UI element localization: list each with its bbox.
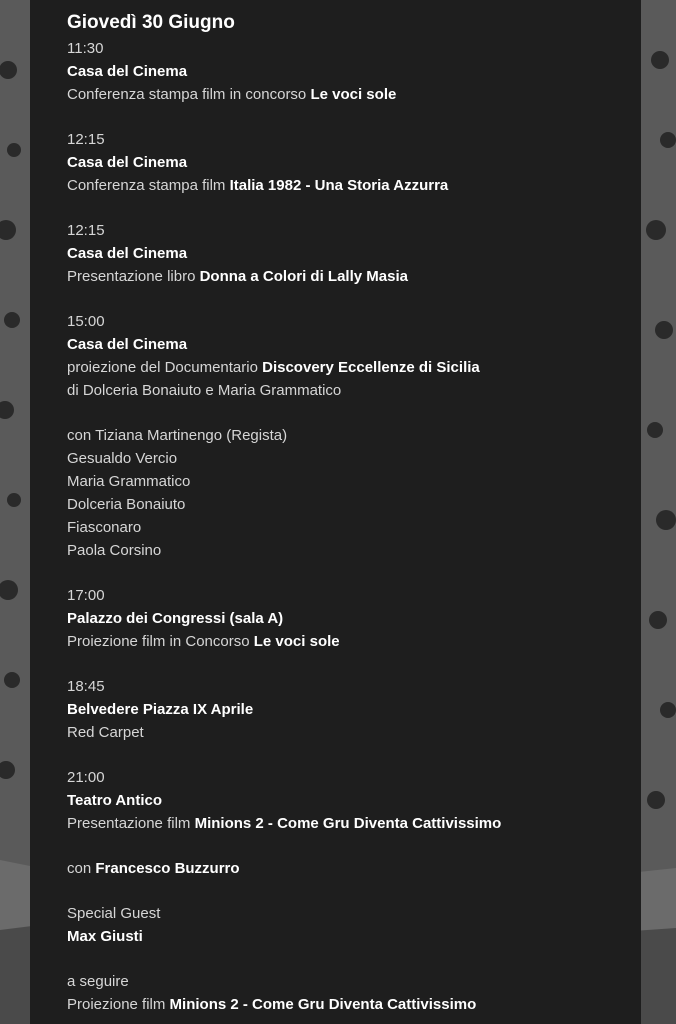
event-film-title: Discovery Eccellenze di Sicilia (262, 359, 480, 376)
event-description (67, 630, 637, 653)
event-venue: Casa del Cinema (67, 63, 188, 80)
followup-label: a seguire (67, 973, 129, 990)
special-guest-label: Special Guest (67, 905, 161, 922)
host-name: Francesco Buzzurro (95, 860, 240, 877)
guest-item: Paola Corsino (67, 542, 162, 559)
event-venue: Teatro Antico (67, 792, 163, 809)
event-venue: Palazzo dei Congressi (sala A) (67, 610, 284, 627)
event-desc-text: Conferenza stampa film (67, 177, 226, 194)
event-desc-text: Presentazione film (67, 815, 191, 832)
event-film-title: Minions 2 - Come Gru Diventa Cattivissimo (194, 815, 502, 832)
host-prefix: con (67, 860, 92, 877)
event-film-title: Le voci sole (310, 86, 397, 103)
event-description (67, 812, 637, 835)
page-title: Giovedì 30 Giugno (67, 12, 235, 33)
schedule-content (67, 10, 637, 1016)
event-film-title: Italia 1982 - Una Storia Azzurra (229, 177, 449, 194)
event-desc-text: proiezione del Documentario (67, 359, 258, 376)
event-time: 21:00 (67, 769, 105, 786)
special-guest-name: Max Giusti (67, 928, 143, 945)
event-time: 12:15 (67, 131, 105, 148)
event-venue: Casa del Cinema (67, 336, 188, 353)
event-time: 18:45 (67, 678, 105, 695)
event-film-title: Le voci sole (253, 633, 340, 650)
guest-item: Dolceria Bonaiuto (67, 496, 186, 513)
event-description (67, 83, 637, 106)
guest-item: Maria Grammatico (67, 473, 191, 490)
guest-item: Fiasconaro (67, 519, 142, 536)
event-description (67, 265, 637, 288)
event-description (67, 174, 637, 197)
guest-item: con Tiziana Martinengo (Regista) (67, 427, 288, 444)
host-line (67, 857, 637, 880)
event-time: 17:00 (67, 587, 105, 604)
event-time: 11:30 (67, 40, 104, 57)
followup-description (67, 993, 637, 1016)
event-venue: Casa del Cinema (67, 154, 188, 171)
event-description: Red Carpet (67, 724, 144, 741)
event-desc-text: Conferenza stampa film in concorso (67, 86, 307, 103)
event-desc-text: Proiezione film in Concorso (67, 633, 250, 650)
event-time: 15:00 (67, 313, 105, 330)
event-subtitle: di Dolceria Bonaiuto e Maria Grammatico (67, 382, 342, 399)
event-time: 12:15 (67, 222, 105, 239)
event-desc-text: Presentazione libro (67, 268, 196, 285)
followup-desc-text: Proiezione film (67, 996, 166, 1013)
event-venue: Casa del Cinema (67, 245, 188, 262)
followup-film-title: Minions 2 - Come Gru Diventa Cattivissimo (169, 996, 477, 1013)
event-description (67, 356, 637, 379)
event-book-title: Donna a Colori di Lally Masia (199, 268, 408, 285)
guest-item: Gesualdo Vercio (67, 450, 178, 467)
event-venue: Belvedere Piazza IX Aprile (67, 701, 254, 718)
